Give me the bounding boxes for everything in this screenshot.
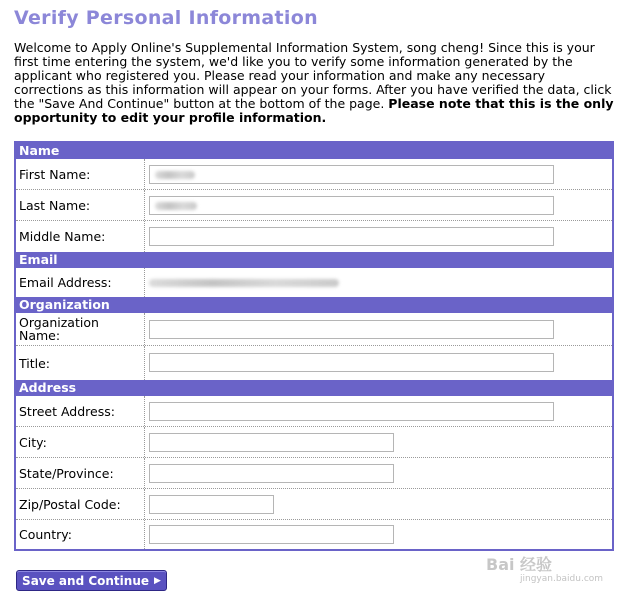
save-button-label: Save and Continue bbox=[22, 573, 150, 588]
redacted-value bbox=[155, 202, 197, 210]
state-row bbox=[16, 458, 612, 489]
profile-form bbox=[14, 141, 614, 551]
city-label: City: bbox=[19, 434, 47, 450]
section-header-address: Address bbox=[16, 380, 612, 396]
divider bbox=[144, 190, 145, 220]
divider bbox=[144, 159, 145, 189]
watermark-logo: Bai 经验 bbox=[486, 555, 553, 574]
city-input[interactable] bbox=[149, 433, 394, 452]
redacted-value bbox=[155, 171, 195, 179]
divider bbox=[144, 346, 145, 380]
street-input[interactable] bbox=[149, 402, 554, 421]
divider bbox=[144, 520, 145, 549]
intro-text: Welcome to Apply Online's Supplemental Information System, song cheng! Since this is your first time entering the system, we'd like you to verify some information generated by the applicant who registered you. Please read your information and make any necessary corrections as this information will appear on your forms. After you have verified the data, click the "Save And Continue" button at the bottom of the page. bbox=[14, 40, 612, 111]
email-row bbox=[16, 268, 612, 297]
org-name-label: Organization Name: bbox=[19, 315, 99, 343]
first-name-label: First Name: bbox=[19, 166, 91, 182]
divider bbox=[144, 221, 145, 252]
country-row bbox=[16, 520, 612, 549]
last-name-row bbox=[16, 190, 612, 221]
title-row bbox=[16, 346, 612, 380]
org-name-row bbox=[16, 313, 612, 346]
zip-label: Zip/Postal Code: bbox=[19, 496, 121, 512]
section-header-name: Name bbox=[16, 143, 612, 159]
redacted-value bbox=[149, 279, 339, 287]
first-name-row bbox=[16, 159, 612, 190]
intro-paragraph bbox=[14, 41, 614, 125]
street-label: Street Address: bbox=[19, 403, 115, 419]
divider bbox=[144, 458, 145, 488]
first-name-input[interactable] bbox=[149, 165, 554, 184]
divider bbox=[144, 396, 145, 426]
last-name-label: Last Name: bbox=[19, 197, 91, 213]
middle-name-row bbox=[16, 221, 612, 252]
zip-row bbox=[16, 489, 612, 520]
section-header-email: Email bbox=[16, 252, 612, 268]
chevron-right-icon: ▶ bbox=[154, 575, 161, 586]
zip-input[interactable] bbox=[149, 495, 274, 514]
divider bbox=[144, 489, 145, 519]
city-row bbox=[16, 427, 612, 458]
save-and-continue-button[interactable] bbox=[16, 570, 167, 591]
state-label: State/Province: bbox=[19, 465, 114, 481]
title-input[interactable] bbox=[149, 353, 554, 372]
page-title: Verify Personal Information bbox=[14, 7, 318, 29]
country-input[interactable] bbox=[149, 525, 394, 544]
country-label: Country: bbox=[19, 527, 72, 542]
middle-name-label: Middle Name: bbox=[19, 229, 106, 244]
email-value bbox=[149, 268, 339, 297]
title-label: Title: bbox=[19, 355, 50, 371]
street-row bbox=[16, 396, 612, 427]
section-header-organization: Organization bbox=[16, 297, 612, 313]
email-label: Email Address: bbox=[19, 275, 112, 290]
org-name-input[interactable] bbox=[149, 320, 554, 339]
watermark-url: jingyan.baidu.com bbox=[520, 574, 604, 584]
divider bbox=[144, 313, 145, 345]
last-name-input[interactable] bbox=[149, 196, 554, 215]
middle-name-input[interactable] bbox=[149, 227, 554, 246]
divider bbox=[144, 268, 145, 297]
state-input[interactable] bbox=[149, 464, 394, 483]
divider bbox=[144, 427, 145, 457]
intro-bold-note: Please note that this is the only opportunity to edit your profile information. bbox=[14, 96, 614, 125]
